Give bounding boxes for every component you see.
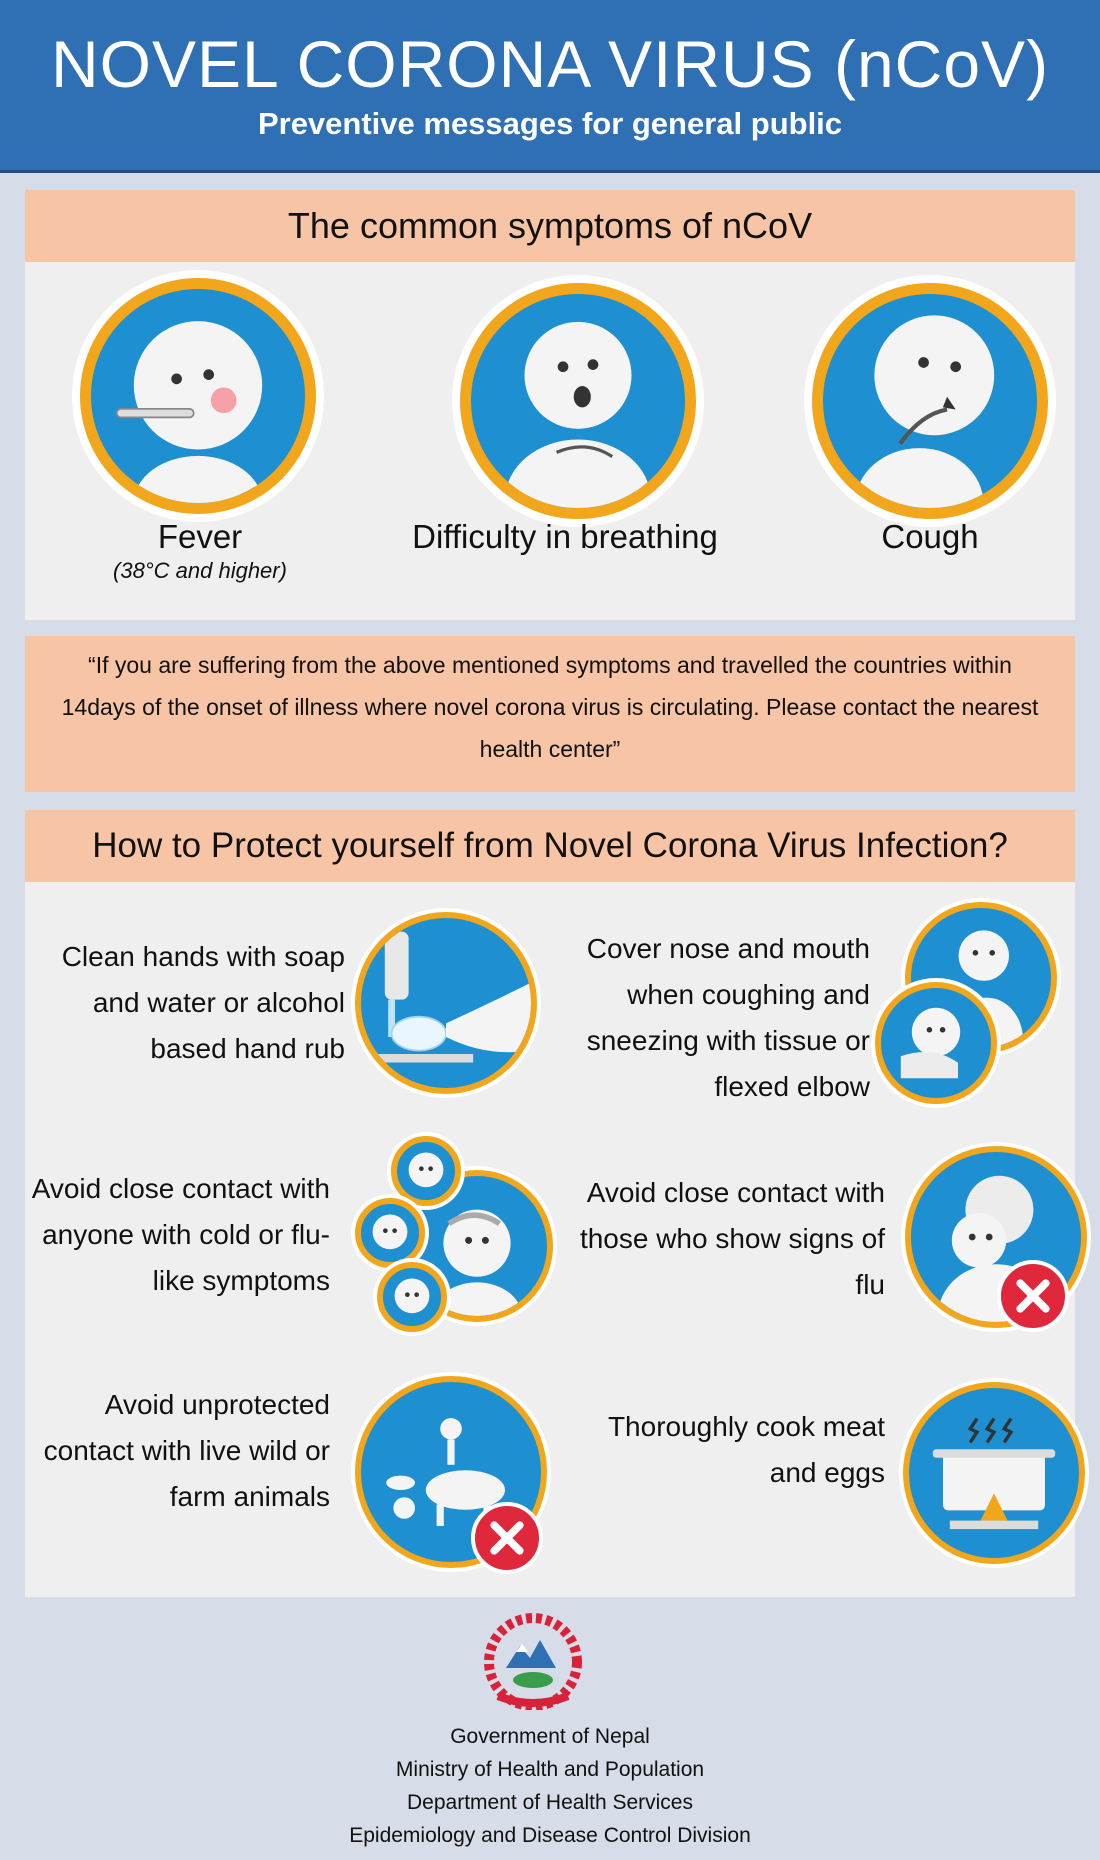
footer-line: Ministry of Health and Population bbox=[395, 1758, 705, 1781]
tip-cook: Thoroughly cook meat and eggs bbox=[607, 1411, 885, 1488]
footer-line: Epidemiology and Disease Control Division bbox=[349, 1824, 751, 1847]
protect-heading: How to Protect yourself from Novel Corona Virus Infection? bbox=[25, 810, 1075, 882]
sick-person-icon bbox=[391, 1136, 461, 1206]
symptoms-panel bbox=[25, 190, 1075, 620]
protect-panel bbox=[25, 810, 1075, 1597]
tip-avoid-animals: Avoid unprotected contact with live wild or farm animals bbox=[43, 1389, 330, 1512]
page-title: NOVEL CORONA VIRUS (nCoV) bbox=[50, 27, 1050, 101]
footer bbox=[0, 1720, 1100, 1852]
tip-cover-cough: Cover nose and mouth when coughing and sneezing with tissue or flexed elbow bbox=[586, 933, 870, 1102]
footer-line: Government of Nepal bbox=[450, 1725, 650, 1748]
sick-person-icon bbox=[355, 1198, 425, 1268]
nepal-emblem-icon bbox=[478, 1610, 588, 1710]
symptom-label: Difficulty in breathing bbox=[412, 518, 718, 555]
cross-icon bbox=[997, 1260, 1069, 1332]
page-subtitle: Preventive messages for general public bbox=[257, 106, 843, 141]
cough-icon bbox=[812, 283, 1048, 519]
symptom-breathing bbox=[355, 518, 775, 556]
cross-icon bbox=[471, 1502, 543, 1574]
symptom-cough bbox=[815, 518, 1045, 556]
advice-text: “If you are suffering from the above mentioned symptoms and travelled the countries within 14days of the onset of illness where novel corona virus is circulating. Please contact the nearest health center” bbox=[61, 652, 1039, 762]
sick-person-icon bbox=[377, 1262, 447, 1332]
advice-message bbox=[25, 636, 1075, 792]
handwash-icon bbox=[355, 912, 537, 1094]
symptom-label: Cough bbox=[881, 518, 979, 555]
tip-handwash: Clean hands with soap and water or alcohol based hand rub bbox=[61, 941, 345, 1064]
footer-line: Department of Health Services bbox=[407, 1791, 693, 1814]
tip-avoid-flu: Avoid close contact with those who show signs of flu bbox=[579, 1177, 885, 1300]
symptom-fever bbox=[65, 518, 335, 584]
cooking-pot-icon bbox=[903, 1382, 1085, 1564]
header-banner bbox=[0, 0, 1100, 173]
fever-icon bbox=[80, 278, 316, 514]
symptom-note: (38°C and higher) bbox=[113, 558, 287, 583]
symptom-label: Fever bbox=[157, 518, 243, 555]
symptoms-heading: The common symptoms of nCoV bbox=[25, 190, 1075, 262]
tip-avoid-sick: Avoid close contact with anyone with cold or flu-like symptoms bbox=[31, 1173, 330, 1296]
elbow-cough-icon bbox=[875, 982, 997, 1104]
breathing-icon bbox=[460, 283, 696, 519]
